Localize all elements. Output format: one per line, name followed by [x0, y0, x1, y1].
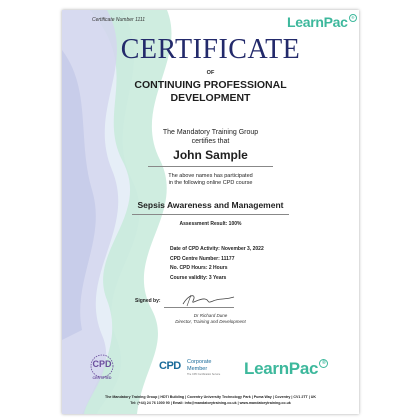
- cpd-activity-date: Date of CPD Activity: November 3, 2022: [170, 246, 264, 252]
- cpd-certified-label: CERTIFIED: [92, 376, 112, 380]
- participation-line-1: The above names has participated: [168, 173, 253, 179]
- cpd-member-text: [187, 359, 211, 372]
- subtitle-line-1: CONTINUING PROFESSIONAL: [134, 79, 287, 91]
- issuer-line-1: The Mandatory Training Group: [162, 129, 259, 136]
- issuer-line-2: certifies that: [191, 138, 230, 145]
- learnpac-logo-top-text: LearnPac: [287, 14, 348, 30]
- cpd-certified-badge: [87, 353, 117, 383]
- recipient-divider: [148, 166, 273, 167]
- certificate-of: OF: [206, 70, 215, 76]
- footer-address: The Mandatory Training Group | HDTI Building | Coventry University Technology Park | Puma Way | Coventry | CV1 2TT | UK: [105, 395, 316, 399]
- signature-line: [164, 307, 234, 308]
- cpd-corporate-member-logo: [159, 358, 229, 380]
- cpd-member-word: CPD: [159, 360, 181, 372]
- assessment-result: Assessment Result: 100%: [179, 221, 242, 227]
- signer-name: Dr Richard Dune: [193, 313, 228, 318]
- cpd-member-line-2: Member: [187, 365, 208, 372]
- participation-statement: [62, 173, 359, 187]
- learnpac-logo-top: [287, 14, 357, 30]
- cpd-details: [170, 245, 264, 283]
- footer-contact: [62, 394, 359, 406]
- cpd-member-subtext: The CPD Certification Service: [187, 373, 221, 376]
- subtitle-line-2: DEVELOPMENT: [170, 92, 251, 104]
- cpd-member-line-1: Corporate: [187, 359, 212, 365]
- footer-contact-line: Tel: (+44) 24 76 1000 90 | Email: info@mandatorytraining.co.uk | www.mandatorytraining.co.uk: [130, 401, 291, 405]
- course-validity: Course validity: 3 Years: [170, 274, 227, 281]
- registered-mark-icon: ®: [349, 14, 357, 22]
- learnpac-logo-bottom: [244, 359, 328, 379]
- certificate-subtitle: [62, 79, 359, 105]
- signed-by-label: Signed by:: [135, 298, 161, 304]
- signer-block: [62, 313, 359, 325]
- signature-icon: [179, 289, 239, 309]
- recipient-name: John Sample: [173, 148, 248, 162]
- cpd-hours: No. CPD Hours: 2 Hours: [170, 265, 228, 271]
- certificate-title: CERTIFICATE: [120, 34, 301, 65]
- course-divider: [132, 214, 289, 215]
- cpd-centre-number: CPD Centre Number: 11177: [170, 255, 235, 262]
- learnpac-logo-bottom-text: LearnPac: [244, 359, 319, 378]
- registered-mark-icon: ®: [319, 359, 328, 368]
- certificate-number: Certificate Number 1111: [92, 17, 146, 23]
- course-name: Sepsis Awareness and Management: [137, 200, 284, 210]
- issuer-statement: [62, 128, 359, 146]
- participation-line-2: in the following online CPD course: [168, 180, 253, 186]
- cpd-certified-word: CPD: [92, 359, 112, 369]
- signer-title: Director, Training and Development: [175, 319, 246, 324]
- certificate-sheet: [62, 10, 359, 414]
